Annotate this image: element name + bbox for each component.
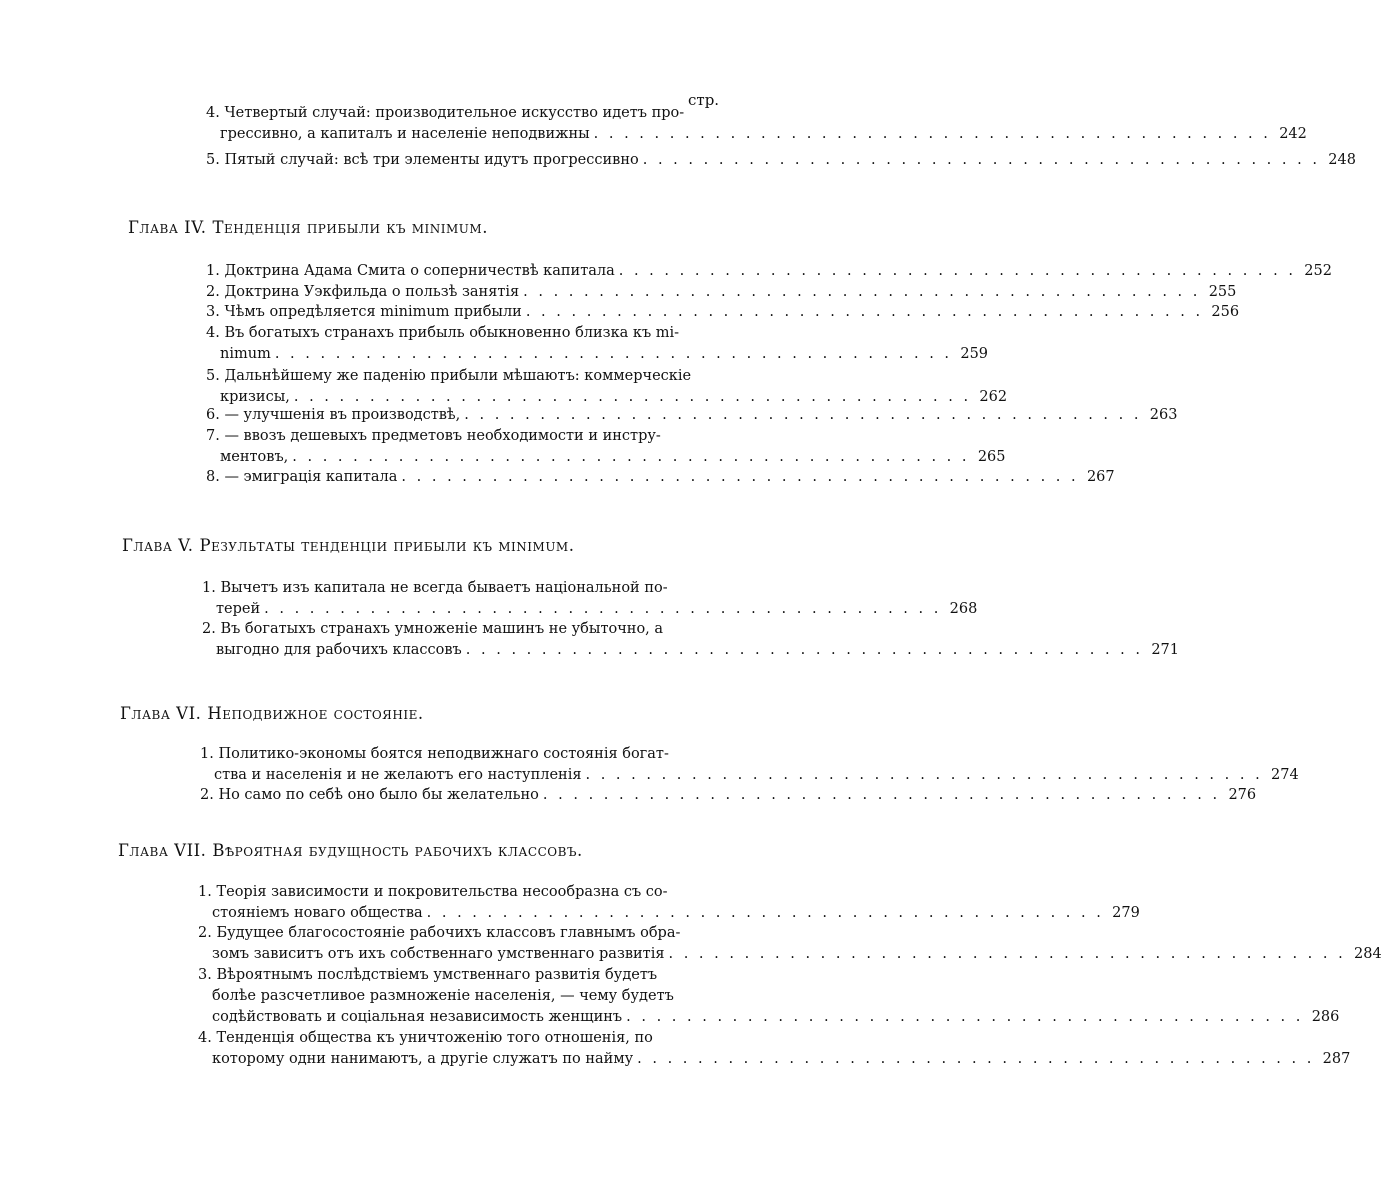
- toc-entry-4-6: [206, 405, 1178, 426]
- toc-entry-4-3: [206, 302, 1240, 323]
- dot-leader: . . . . . . . . . . . . . . . . . . . . . . . . . . . . . . . . . . . . . . . . . . . . .: [264, 601, 942, 617]
- toc-entry-7-1: [198, 882, 1140, 924]
- entry-text: 1. Теорія зависимости и покровительства несообразна съ со-: [198, 884, 668, 900]
- chapter-label: Глава IV.: [128, 218, 207, 237]
- page-number: 255: [1208, 284, 1237, 300]
- entry-text: 2. Будущее благосостояніе рабочихъ классовъ главнымъ обра-: [198, 925, 681, 941]
- toc-entry-6-2: [200, 785, 1257, 806]
- page-number: 286: [1311, 1009, 1340, 1025]
- page-number: 262: [979, 389, 1008, 405]
- entry-text: 2. Доктрина Уэкфильда о пользѣ занятія: [206, 284, 520, 300]
- chapter-label: Глава VI.: [120, 704, 202, 723]
- page-number: 274: [1271, 767, 1299, 783]
- entry-text: ства и населенія и не желаютъ его наступленія: [214, 767, 582, 783]
- entry-text: 8. — эмиграція капитала: [206, 469, 398, 485]
- dot-leader: . . . . . . . . . . . . . . . . . . . . . . . . . . . . . . . . . . . . . . . . . . . . .: [642, 152, 1320, 168]
- page-number: 265: [977, 449, 1006, 465]
- entry-text: 1. Политико-экономы боятся неподвижнаго состоянія богат-: [200, 746, 669, 762]
- toc-entry-5-1: [202, 578, 978, 620]
- page-number: 252: [1304, 263, 1332, 279]
- page-number: 287: [1322, 1051, 1351, 1067]
- entry-text: nimum: [220, 346, 271, 362]
- toc-entry-7-3: [198, 965, 1340, 1028]
- entry-text: грессивно, а капиталъ и населеніе неподвижны: [220, 126, 590, 142]
- page-number: 248: [1328, 152, 1356, 168]
- toc-entry-4-5: [206, 366, 1008, 408]
- page-number: 263: [1149, 407, 1178, 423]
- page-number: 242: [1279, 126, 1307, 142]
- page-number: 259: [960, 346, 989, 362]
- page-column-label: стр.: [688, 91, 720, 109]
- dot-leader: . . . . . . . . . . . . . . . . . . . . . . . . . . . . . . . . . . . . . . . . . . . . .: [464, 407, 1142, 423]
- entry-text: 4. Тенденція общества къ уничтоженію того отношенія, по: [198, 1030, 653, 1046]
- toc-entry-4-4: [206, 323, 989, 365]
- entry-text: 7. — ввозъ дешевыхъ предметовъ необходимости и инстру-: [206, 428, 661, 444]
- entry-text: 6. — улучшенія въ производствѣ,: [206, 407, 461, 423]
- dot-leader: . . . . . . . . . . . . . . . . . . . . . . . . . . . . . . . . . . . . . . . . . . . . .: [465, 642, 1144, 658]
- entry-text: 4. Въ богатыхъ странахъ прибыль обыкновенно близка къ mi-: [206, 325, 680, 341]
- page-number: 267: [1086, 469, 1115, 485]
- toc-entry-5-2: [202, 619, 1180, 661]
- chapter-title: Результаты тенденціи прибыли къ minimum.: [199, 536, 575, 555]
- entry-text: 5. Дальнѣйшему же паденію прибыли мѣшаютъ: коммерческіе: [206, 368, 692, 384]
- dot-leader: . . . . . . . . . . . . . . . . . . . . . . . . . . . . . . . . . . . . . . . . . . . . .: [618, 263, 1296, 279]
- toc-entry-3-5: [206, 150, 1356, 171]
- page-number: 268: [949, 601, 978, 617]
- dot-leader: . . . . . . . . . . . . . . . . . . . . . . . . . . . . . . . . . . . . . . . . . . . . .: [274, 346, 953, 362]
- dot-leader: . . . . . . . . . . . . . . . . . . . . . . . . . . . . . . . . . . . . . . . . . . . . .: [593, 126, 1271, 142]
- toc-entry-7-2: [198, 923, 1382, 965]
- page-number: 279: [1112, 905, 1140, 921]
- entry-text: ментовъ,: [220, 449, 289, 465]
- entry-text: 1. Доктрина Адама Смита о соперничествѣ капитала: [206, 263, 615, 279]
- chapter-heading-5: [122, 536, 574, 555]
- page-number: 271: [1151, 642, 1180, 658]
- chapter-title: Тенденція прибыли къ minimum.: [212, 218, 488, 237]
- entry-text: стояніемъ новаго общества: [212, 905, 423, 921]
- chapter-title: Неподвижное состояніе.: [207, 704, 424, 723]
- entry-text: которому одни нанимаютъ, а другіе служатъ по найму: [212, 1051, 634, 1067]
- page-number: 276: [1228, 787, 1257, 803]
- entry-text: кризисы,: [220, 389, 290, 405]
- page-number: 256: [1211, 304, 1240, 320]
- chapter-title: Вѣроятная будущность рабочихъ классовъ.: [212, 841, 583, 860]
- entry-text: 2. Въ богатыхъ странахъ умноженіе машинъ не убыточно, а: [202, 621, 664, 637]
- toc-entry-7-4: [198, 1028, 1351, 1070]
- chapter-heading-6: [120, 704, 424, 723]
- toc-entry-6-1: [200, 744, 1299, 786]
- entry-text: содѣйствовать и соціальная независимость женщинъ: [212, 1009, 623, 1025]
- toc-entry-3-4: [206, 103, 1307, 145]
- entry-text: 3. Чѣмъ опредѣляется minimum прибыли: [206, 304, 522, 320]
- dot-leader: . . . . . . . . . . . . . . . . . . . . . . . . . . . . . . . . . . . . . . . . . . . . .: [542, 787, 1221, 803]
- entry-text: 1. Вычетъ изъ капитала не всегда бываетъ національной по-: [202, 580, 668, 596]
- dot-leader: . . . . . . . . . . . . . . . . . . . . . . . . . . . . . . . . . . . . . . . . . . . . .: [668, 946, 1346, 962]
- toc-entry-4-2: [206, 282, 1237, 303]
- entry-text: болѣе разсчетливое размноженіе населенія, — чему будетъ: [212, 988, 674, 1004]
- chapter-label: Глава VII.: [118, 841, 207, 860]
- entry-text: выгодно для рабочихъ классовъ: [216, 642, 462, 658]
- dot-leader: . . . . . . . . . . . . . . . . . . . . . . . . . . . . . . . . . . . . . . . . . . . . .: [426, 905, 1104, 921]
- chapter-heading-7: [118, 841, 583, 860]
- toc-entry-4-7: [206, 426, 1006, 468]
- entry-text: 4. Четвертый случай: производительное искусство идетъ про-: [206, 105, 685, 121]
- dot-leader: . . . . . . . . . . . . . . . . . . . . . . . . . . . . . . . . . . . . . . . . . . . . .: [585, 767, 1263, 783]
- toc-entry-4-1: [206, 261, 1332, 282]
- chapter-label: Глава V.: [122, 536, 194, 555]
- dot-leader: . . . . . . . . . . . . . . . . . . . . . . . . . . . . . . . . . . . . . . . . . . . . .: [523, 284, 1201, 300]
- dot-leader: . . . . . . . . . . . . . . . . . . . . . . . . . . . . . . . . . . . . . . . . . . . . .: [626, 1009, 1304, 1025]
- entry-text: зомъ зависитъ отъ ихъ собственнаго умственнаго развитія: [212, 946, 665, 962]
- dot-leader: . . . . . . . . . . . . . . . . . . . . . . . . . . . . . . . . . . . . . . . . . . . . .: [292, 449, 970, 465]
- entry-text: 2. Но само по себѣ оно было бы желательно: [200, 787, 539, 803]
- entry-text: терей: [216, 601, 261, 617]
- chapter-heading-4: [128, 218, 488, 237]
- entry-text: 3. Вѣроятнымъ послѣдствіемъ умственнаго развитія будетъ: [198, 967, 658, 983]
- toc-entry-4-8: [206, 467, 1115, 488]
- entry-text: 5. Пятый случай: всѣ три элементы идутъ прогрессивно: [206, 152, 639, 168]
- page-number: 284: [1354, 946, 1382, 962]
- dot-leader: . . . . . . . . . . . . . . . . . . . . . . . . . . . . . . . . . . . . . . . . . . . . .: [637, 1051, 1315, 1067]
- dot-leader: . . . . . . . . . . . . . . . . . . . . . . . . . . . . . . . . . . . . . . . . . . . . .: [401, 469, 1079, 485]
- dot-leader: . . . . . . . . . . . . . . . . . . . . . . . . . . . . . . . . . . . . . . . . . . . . .: [525, 304, 1204, 320]
- dot-leader: . . . . . . . . . . . . . . . . . . . . . . . . . . . . . . . . . . . . . . . . . . . . .: [293, 389, 972, 405]
